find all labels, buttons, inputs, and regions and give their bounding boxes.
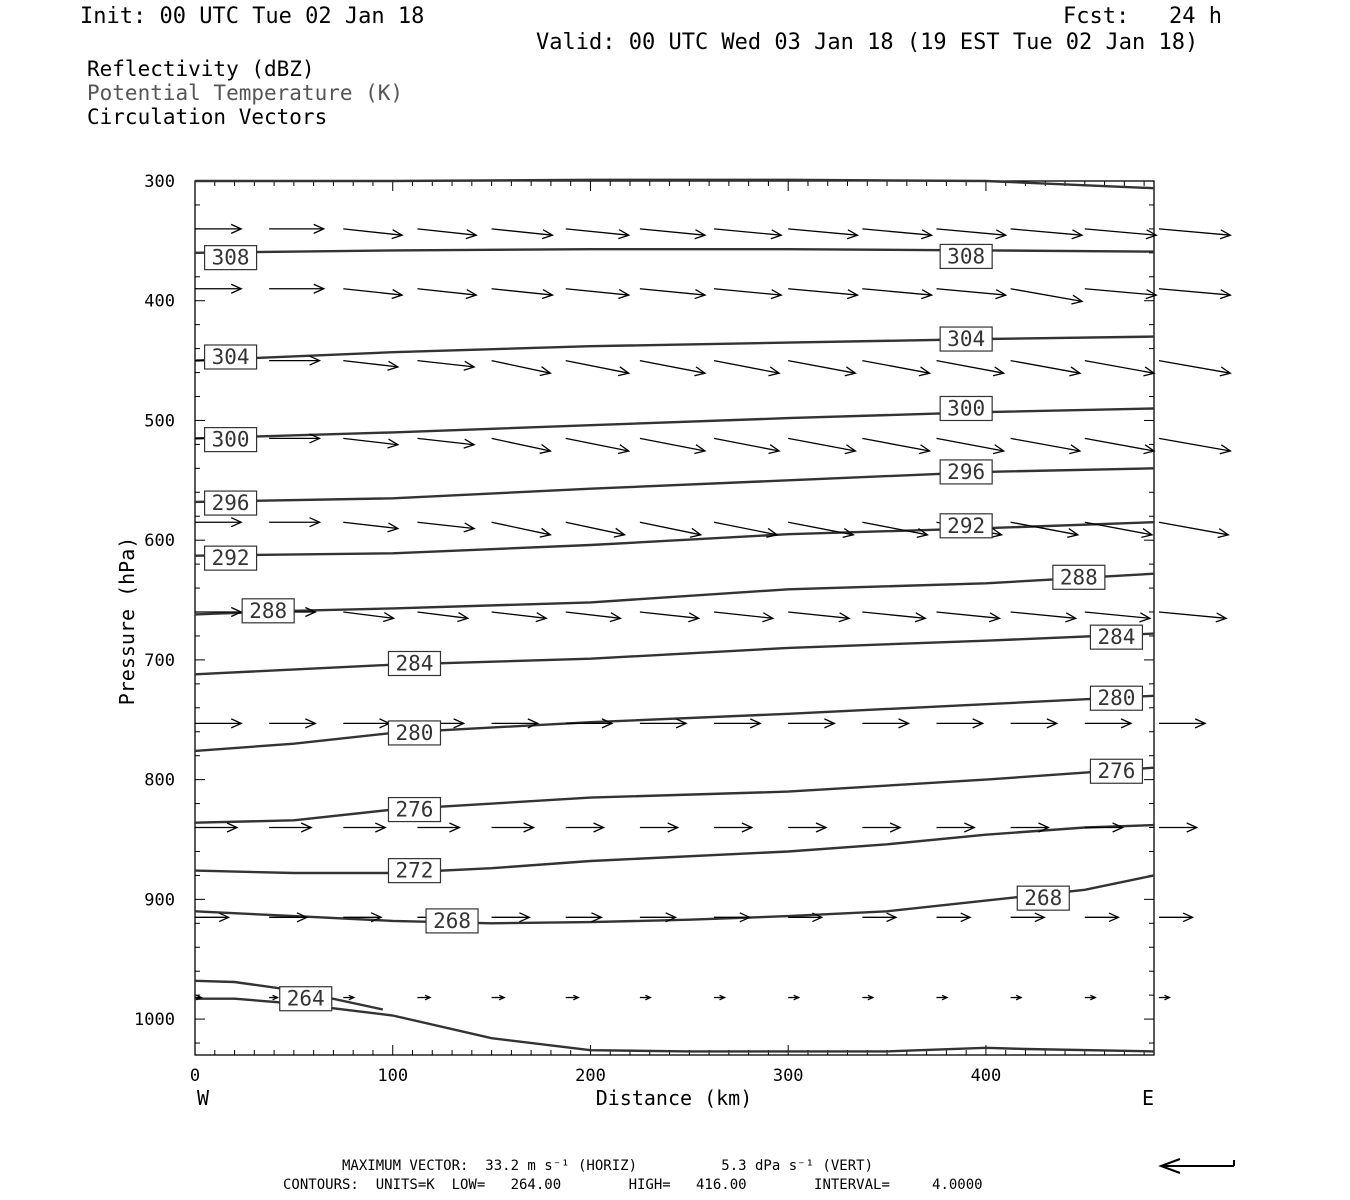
circulation-vector <box>1159 823 1197 832</box>
circulation-vector <box>566 229 629 239</box>
circulation-vector <box>1159 719 1205 728</box>
circulation-vector <box>1159 361 1230 376</box>
circulation-vector <box>566 995 579 1000</box>
vector-shaft <box>1159 289 1230 295</box>
circulation-vector <box>936 913 970 921</box>
circulation-vector <box>492 438 551 453</box>
contour-label-text: 264 <box>286 986 325 1011</box>
plot-border <box>195 181 1154 1055</box>
theta-contour-272 <box>195 825 1154 873</box>
y-tick-label: 500 <box>144 411 175 432</box>
contour-label-text: 276 <box>1097 759 1136 784</box>
vector-shaft <box>714 289 781 295</box>
contour-label-text: 276 <box>395 797 434 822</box>
circulation-vector <box>343 229 402 239</box>
vector-shaft <box>1011 612 1076 618</box>
y-tick-label: 900 <box>144 890 175 911</box>
vector-shaft <box>1159 612 1226 618</box>
circulation-vector <box>417 229 476 239</box>
circulation-vector <box>269 719 315 728</box>
circulation-vector <box>417 612 467 622</box>
vector-shaft <box>1085 438 1154 451</box>
vector-shaft <box>640 229 705 235</box>
contour-label-268 <box>426 909 478 933</box>
circulation-vector <box>492 823 534 832</box>
circulation-vector <box>788 823 826 832</box>
circulation-vector <box>936 229 1005 239</box>
vector-shaft <box>714 361 779 374</box>
circulation-vector <box>343 823 385 832</box>
contour-label-272 <box>388 859 440 883</box>
y-tick-label: 1000 <box>134 1010 175 1031</box>
vector-shaft <box>640 361 705 374</box>
circulation-vector <box>640 823 678 832</box>
circulation-vector <box>195 518 241 527</box>
circulation-vector <box>566 361 629 376</box>
circulation-vector <box>640 438 705 453</box>
contour-label-268 <box>1017 886 1069 910</box>
contour-label-276 <box>388 798 440 822</box>
circulation-vector <box>417 522 474 532</box>
y-tick-label: 300 <box>144 172 175 192</box>
circulation-vector <box>1011 438 1080 453</box>
vector-shaft <box>862 438 929 451</box>
vector-shaft <box>1011 361 1080 374</box>
circulation-vector <box>1159 438 1230 453</box>
circulation-vector <box>195 284 241 293</box>
circulation-vector <box>714 823 752 832</box>
vector-shaft <box>788 229 857 235</box>
x-tick-label: 300 <box>772 1066 804 1086</box>
y-axis-label: Pressure (hPa) <box>115 536 139 706</box>
y-tick-label: 800 <box>144 770 175 791</box>
contour-label-292 <box>940 514 992 538</box>
contour-label-280 <box>388 721 440 745</box>
circulation-vector <box>343 522 398 532</box>
circulation-vector <box>1085 913 1119 921</box>
circulation-vector <box>1085 438 1154 453</box>
circulation-vector <box>862 229 931 239</box>
y-tick-label: 400 <box>144 291 175 312</box>
circulation-vector <box>714 612 773 622</box>
circulation-vector <box>195 823 237 832</box>
vector-shaft <box>788 361 855 374</box>
contour-label-text: 308 <box>947 244 986 269</box>
x-tick-label: 100 <box>377 1066 409 1086</box>
circulation-vector <box>788 438 855 453</box>
circulation-vector <box>862 823 900 832</box>
circulation-vector <box>492 522 551 537</box>
circulation-vector <box>1159 913 1193 921</box>
contour-label-292 <box>205 546 257 570</box>
circulation-vector <box>492 612 547 622</box>
contour-label-text: 280 <box>395 720 434 745</box>
y-tick-label: 700 <box>144 650 175 671</box>
circulation-vector <box>1085 361 1154 376</box>
contour-label-288 <box>1053 565 1105 589</box>
circulation-vector <box>936 823 974 832</box>
legend-circulation-vectors: Circulation Vectors <box>87 105 328 129</box>
contour-label-text: 268 <box>1024 886 1063 911</box>
contour-label-284 <box>1090 625 1142 649</box>
x-axis-label: Distance (km) <box>595 1086 753 1110</box>
contour-label-text: 300 <box>947 396 986 421</box>
x-tick-label: 400 <box>970 1066 1002 1086</box>
circulation-vector <box>566 823 604 832</box>
vector-shaft <box>714 229 781 235</box>
circulation-vector <box>417 289 476 299</box>
circulation-vector <box>417 823 459 832</box>
contour-label-text: 296 <box>211 491 250 516</box>
contour-label-text: 284 <box>1097 625 1136 650</box>
circulation-vector <box>788 995 799 1000</box>
circulation-vector <box>714 289 781 299</box>
circulation-vector <box>343 612 393 622</box>
contour-label-text: 292 <box>211 546 250 571</box>
circulation-vector <box>1159 522 1228 537</box>
contour-label-text: 292 <box>947 513 986 538</box>
circulation-vector <box>269 518 319 527</box>
vector-shaft <box>936 438 1003 451</box>
circulation-vector <box>862 995 873 1000</box>
contour-label-300 <box>205 428 257 452</box>
circulation-vector <box>862 438 929 453</box>
circulation-vector <box>640 522 701 537</box>
contour-label-284 <box>388 651 440 675</box>
circulation-vector <box>640 361 705 376</box>
contour-label-304 <box>940 327 992 351</box>
contour-label-308 <box>940 244 992 268</box>
vector-shaft <box>862 361 929 374</box>
circulation-vector <box>640 995 651 1000</box>
circulation-vector <box>788 361 855 376</box>
circulation-vector <box>1011 289 1082 304</box>
vector-shaft <box>936 361 1003 374</box>
circulation-vector <box>862 719 908 728</box>
vector-shaft <box>1085 289 1156 295</box>
reference-vector <box>1161 1159 1234 1173</box>
circulation-vectors <box>195 224 1230 999</box>
circulation-vector <box>1085 612 1150 622</box>
x-tick-label: 0 <box>189 1066 201 1086</box>
circulation-vector <box>714 438 779 453</box>
circulation-vector <box>269 224 324 233</box>
circulation-vector <box>714 913 750 922</box>
theta-contour-304 <box>195 337 1154 361</box>
circulation-vector <box>417 361 474 371</box>
contour-labels <box>205 244 1143 1010</box>
vector-shaft <box>1159 229 1230 235</box>
circulation-vector <box>1159 995 1170 1000</box>
contour-label-296 <box>940 460 992 484</box>
circulation-vector <box>195 913 229 921</box>
contour-label-text: 308 <box>211 245 250 270</box>
circulation-vector <box>566 289 629 299</box>
circulation-vector <box>788 719 834 728</box>
circulation-vector <box>492 361 551 376</box>
circulation-vector <box>1085 823 1123 832</box>
circulation-vector <box>640 289 705 299</box>
vector-shaft <box>862 289 931 295</box>
theta-contour-296 <box>195 468 1154 502</box>
circulation-vector <box>714 361 779 376</box>
circulation-vector <box>566 913 602 922</box>
circulation-vector <box>1085 719 1131 728</box>
init-time: Init: 00 UTC Tue 02 Jan 18 <box>80 4 425 29</box>
contour-info: CONTOURS: UNITS=K LOW= 264.00 HIGH= 416.00 INTERVAL= 4.0000 <box>283 1177 983 1193</box>
vector-shaft <box>1159 522 1228 535</box>
vector-shaft <box>936 229 1005 235</box>
contour-label-296 <box>205 491 257 515</box>
circulation-vector <box>936 612 999 622</box>
contour-label-308 <box>205 246 257 270</box>
circulation-vector <box>492 995 505 1000</box>
circulation-vector <box>1085 995 1096 1000</box>
circulation-vector <box>788 289 857 299</box>
vector-shaft <box>640 438 705 451</box>
circulation-vector <box>862 289 931 299</box>
contour-label-text: 272 <box>395 858 434 883</box>
circulation-vector <box>343 438 398 448</box>
contour-label-276 <box>1090 759 1142 783</box>
contour-label-text: 300 <box>211 427 250 452</box>
vector-shaft <box>1011 229 1082 235</box>
contour-label-280 <box>1090 686 1142 710</box>
circulation-vector <box>714 229 781 239</box>
circulation-vector <box>1159 229 1230 239</box>
circulation-vector <box>343 361 398 371</box>
vector-shaft <box>640 522 701 535</box>
circulation-vector <box>195 224 241 233</box>
vector-shaft <box>566 361 629 374</box>
circulation-vector <box>640 229 705 239</box>
circulation-vector <box>714 995 725 1000</box>
forecast-hour: Fcst: 24 h <box>1063 4 1222 29</box>
theta-contour-308 <box>195 249 1154 253</box>
circulation-vector <box>1011 913 1045 921</box>
circulation-vector <box>936 361 1003 376</box>
circulation-vector <box>492 913 530 922</box>
circulation-vector <box>862 913 896 921</box>
vector-shaft <box>1011 289 1082 302</box>
max-vector-info: MAXIMUM VECTOR: 33.2 m s⁻¹ (HORIZ) 5.3 dPa s⁻¹ (VERT) <box>342 1158 874 1174</box>
vector-shaft <box>640 289 705 295</box>
circulation-vector <box>1085 229 1156 239</box>
vector-shaft <box>862 522 927 535</box>
contour-label-text: 296 <box>947 459 986 484</box>
valid-time: Valid: 00 UTC Wed 03 Jan 18 (19 EST Tue 02 Jan 18) <box>536 30 1199 55</box>
vector-shaft <box>1085 361 1154 374</box>
circulation-vector <box>343 289 402 299</box>
contour-label-text: 288 <box>1059 565 1098 590</box>
circulation-vector <box>788 229 857 239</box>
x-axis-west-label: W <box>196 1086 210 1110</box>
circulation-vector <box>269 995 277 1000</box>
contour-label-304 <box>205 345 257 369</box>
circulation-vector <box>417 995 430 1000</box>
circulation-vector <box>1011 995 1022 1000</box>
x-tick-label: 200 <box>575 1066 606 1086</box>
circulation-vector <box>1159 289 1230 299</box>
circulation-vector <box>1011 719 1057 728</box>
vector-shaft <box>788 438 855 451</box>
circulation-vector <box>862 612 925 622</box>
circulation-vector <box>269 823 311 832</box>
contour-label-288 <box>242 599 294 623</box>
vector-shaft <box>714 522 777 535</box>
contour-label-text: 288 <box>249 598 288 623</box>
contour-label-text: 304 <box>211 344 250 369</box>
circulation-vector <box>936 438 1003 453</box>
theta-contour-unlabeled <box>195 999 1154 1052</box>
vector-shaft <box>936 289 1005 295</box>
circulation-vector <box>492 289 553 299</box>
circulation-vector <box>862 361 929 376</box>
vector-shaft <box>1159 438 1230 451</box>
circulation-vector <box>788 612 849 622</box>
circulation-vector <box>1085 289 1156 299</box>
circulation-vector <box>269 284 324 293</box>
contour-label-text: 304 <box>947 327 986 352</box>
circulation-vector <box>1011 229 1082 239</box>
circulation-vector <box>566 438 629 453</box>
contour-label-text: 284 <box>395 651 434 676</box>
circulation-vector <box>1159 612 1226 622</box>
circulation-vector <box>640 612 699 622</box>
vector-shaft <box>862 229 931 235</box>
theta-contour-288 <box>195 574 1154 615</box>
contour-label-text: 268 <box>433 908 472 933</box>
theta-contour-300 <box>195 409 1154 439</box>
circulation-vector <box>1011 612 1076 622</box>
vector-shaft <box>1085 612 1150 618</box>
contour-label-264 <box>280 987 332 1011</box>
legend-reflectivity: Reflectivity (dBZ) <box>87 57 315 81</box>
circulation-vector <box>566 522 625 537</box>
legend-potential-temperature: Potential Temperature (K) <box>87 81 404 105</box>
circulation-vector <box>936 289 1005 299</box>
circulation-vector <box>1011 361 1080 376</box>
vector-shaft <box>788 289 857 295</box>
vector-shaft <box>1159 361 1230 374</box>
circulation-vector <box>492 229 553 239</box>
contour-label-300 <box>940 396 992 420</box>
circulation-vector <box>714 719 760 728</box>
circulation-vector <box>195 719 241 728</box>
theta-contour-276 <box>195 768 1154 823</box>
x-axis-east-label: E <box>1141 1086 1155 1110</box>
circulation-vector <box>343 995 354 1000</box>
vector-shaft <box>714 438 779 451</box>
circulation-vector <box>936 995 947 1000</box>
circulation-vector <box>417 438 474 448</box>
vector-shaft <box>566 438 629 451</box>
theta-contour-292 <box>195 522 1154 556</box>
circulation-vector <box>566 612 621 622</box>
contour-label-text: 280 <box>1097 686 1136 711</box>
vector-shaft <box>1011 438 1080 451</box>
circulation-vector <box>566 719 612 728</box>
plot-frame <box>195 181 1154 1055</box>
theta-contour-284 <box>195 634 1154 675</box>
y-tick-label: 600 <box>144 531 175 552</box>
vector-shaft <box>1085 229 1156 235</box>
circulation-vector <box>936 719 982 728</box>
circulation-vector <box>343 719 389 728</box>
